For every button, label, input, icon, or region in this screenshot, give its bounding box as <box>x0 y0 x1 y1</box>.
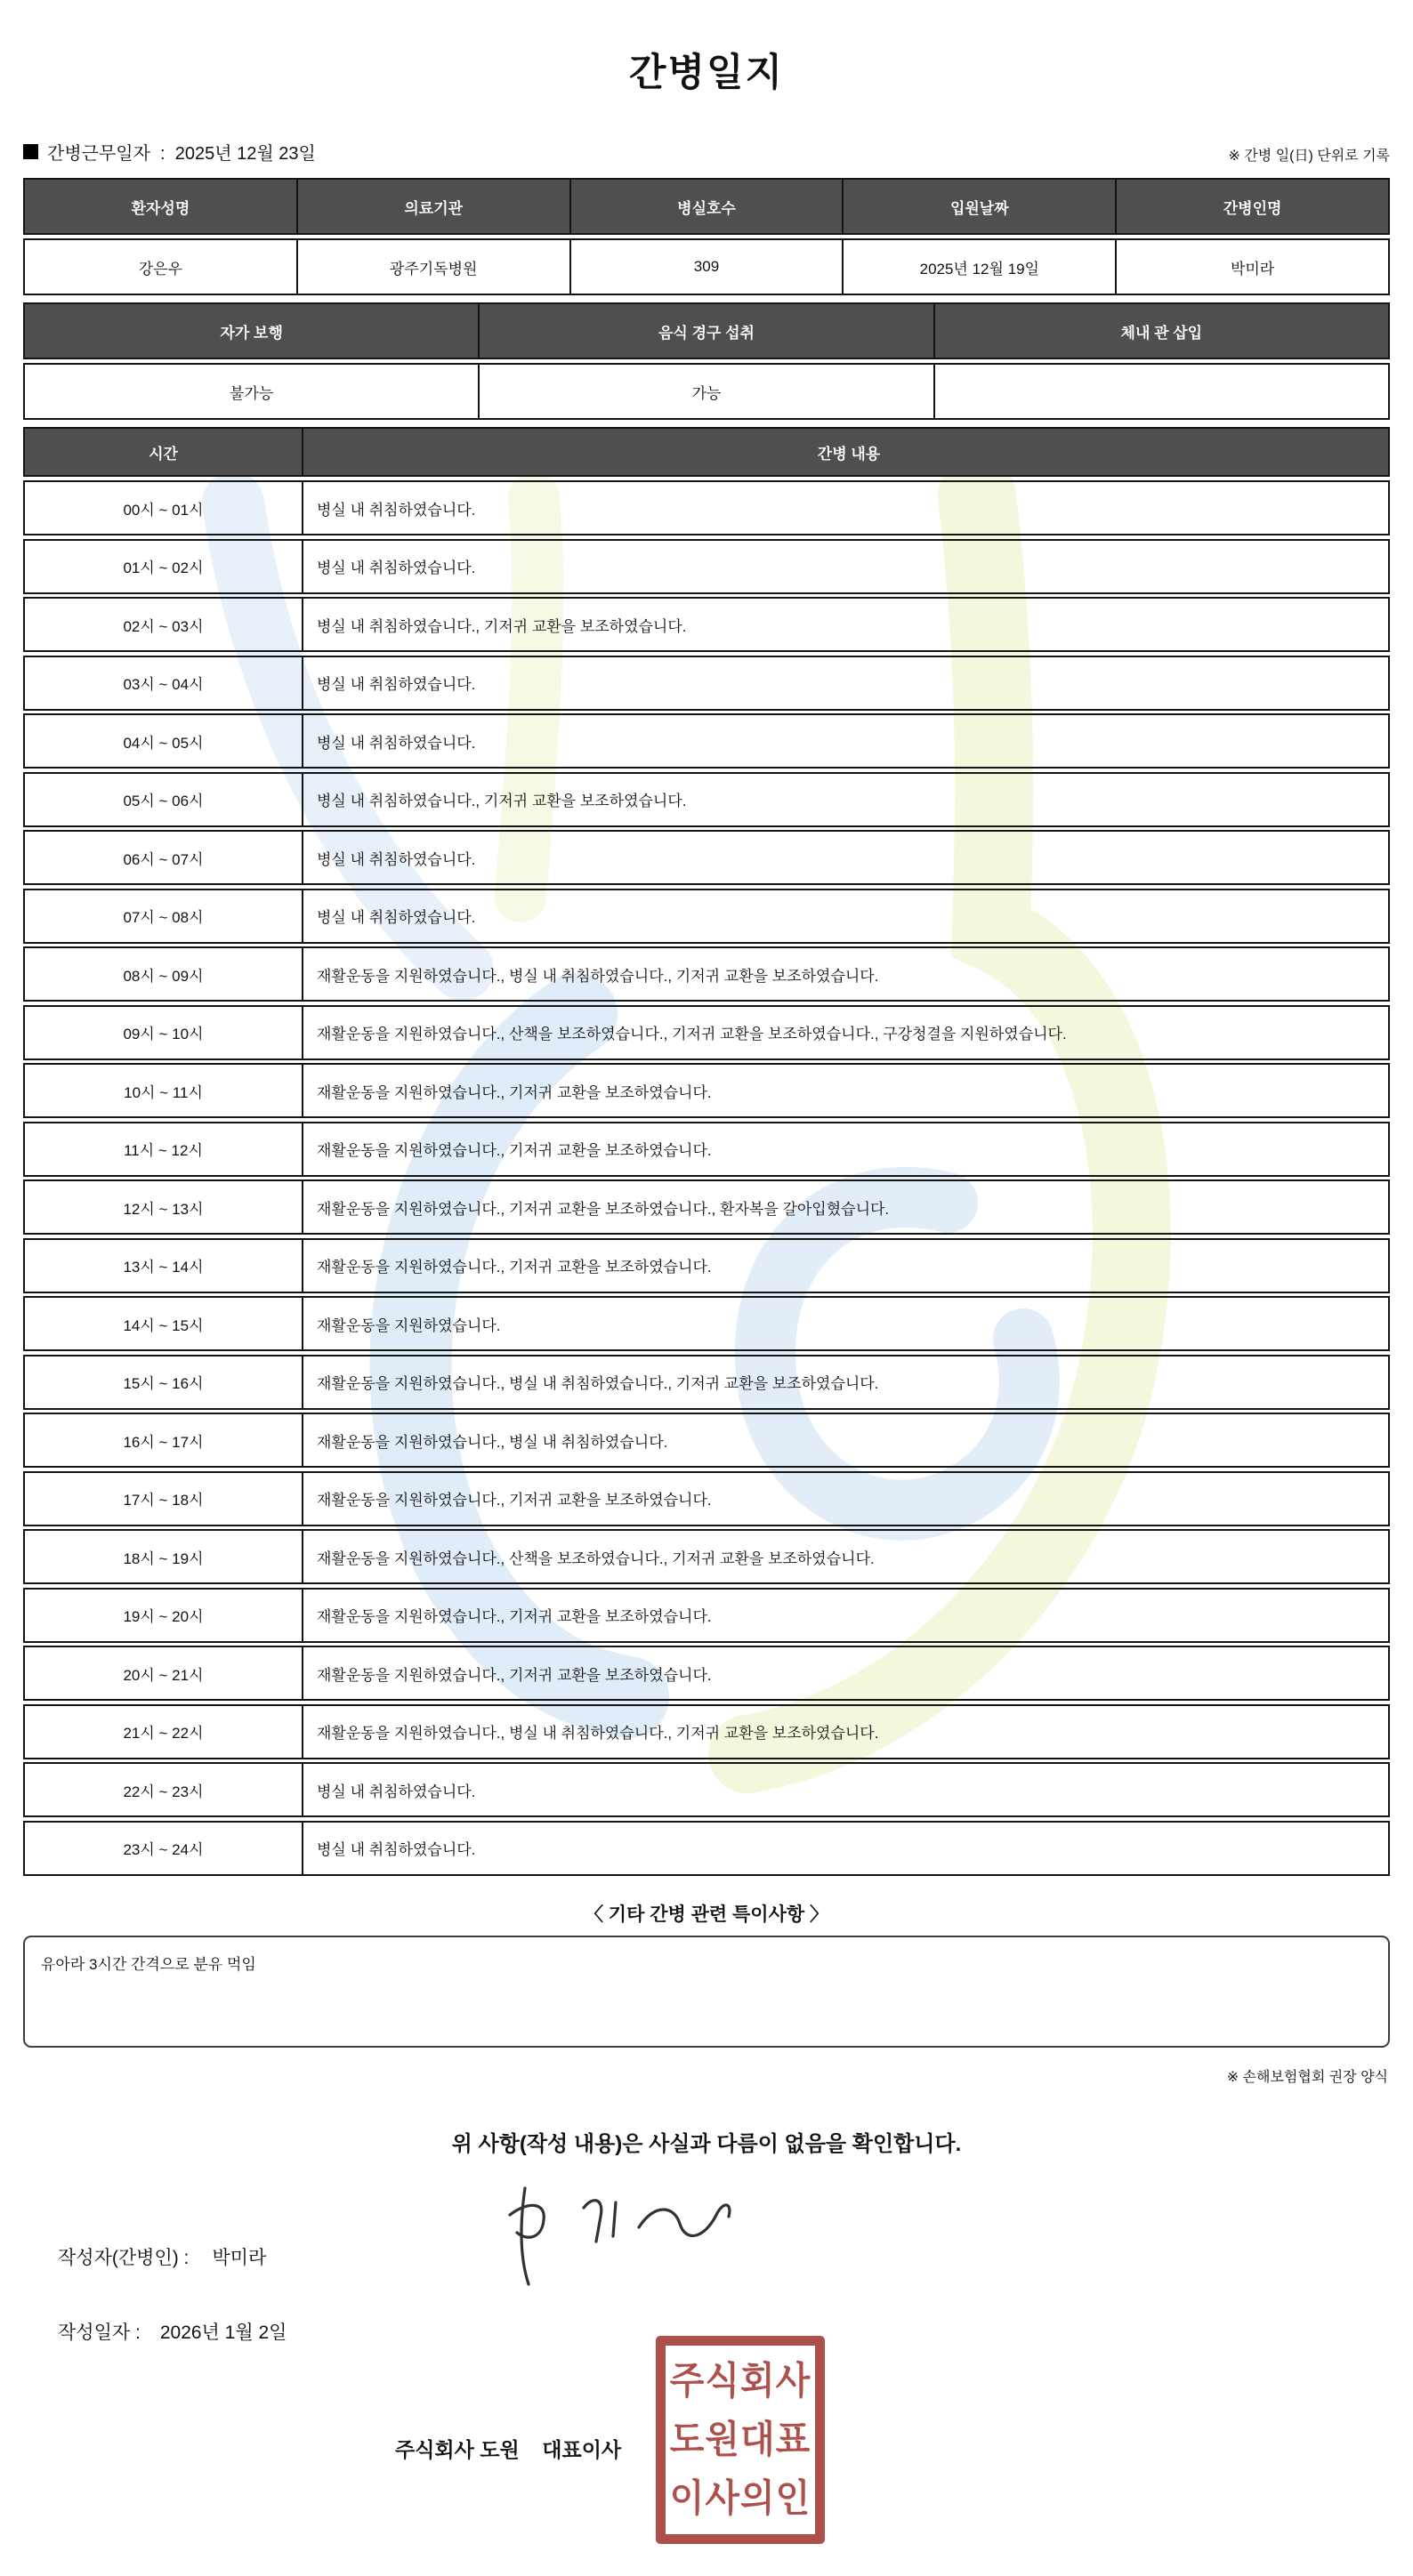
date-label: 작성일자 : <box>58 2322 141 2343</box>
care-log-row <box>23 830 1390 885</box>
col-header-time: 시간 <box>149 445 178 463</box>
care-log-row <box>23 1063 1390 1118</box>
care-time: 23시 ~ 24시 <box>123 1841 204 1858</box>
care-log-table <box>23 427 1390 1879</box>
patient-name: 강은우 <box>138 260 183 278</box>
care-log-row <box>23 1821 1390 1876</box>
col-header-admission-date: 입원날짜 <box>842 180 1115 233</box>
writer-label: 작성자(간병인) : <box>58 2248 190 2268</box>
tube-insert-value <box>933 365 1388 418</box>
care-time: 15시 ~ 16시 <box>123 1375 204 1392</box>
handwritten-signature <box>498 2174 783 2298</box>
room-number: 309 <box>569 240 843 294</box>
care-time: 11시 ~ 12시 <box>124 1142 203 1159</box>
date-value: 2026년 1월 2일 <box>159 2322 287 2343</box>
col-header-patient-name: 환자성명 <box>131 199 190 217</box>
care-time: 05시 ~ 06시 <box>123 793 204 809</box>
care-content: 재활운동을 지원하였습니다., 산책을 보조하였습니다., 기저귀 교환을 보조하였습니다. <box>302 1531 1388 1582</box>
work-date-text: 간병근무일자 : 2025년 12월 23일 <box>47 144 316 164</box>
care-time: 02시 ~ 03시 <box>123 617 204 635</box>
care-time: 22시 ~ 23시 <box>123 1783 204 1800</box>
care-time: 17시 ~ 18시 <box>123 1492 204 1509</box>
care-time: 07시 ~ 08시 <box>123 909 204 926</box>
care-log-row <box>23 480 1390 535</box>
care-content: 병실 내 취침하였습니다. <box>302 715 1388 767</box>
care-log-row <box>23 1122 1390 1177</box>
care-log-row <box>23 1413 1390 1468</box>
care-content: 재활운동을 지원하였습니다., 기저귀 교환을 보조하였습니다. <box>302 1647 1388 1699</box>
stamp-line-1: 주식회사 <box>669 2360 811 2403</box>
caregiver-name: 박미라 <box>1115 240 1388 294</box>
care-content: 병실 내 취침하였습니다. <box>302 1764 1388 1815</box>
status-value-row <box>23 363 1390 420</box>
care-time: 06시 ~ 07시 <box>123 850 204 868</box>
notes-box <box>23 1936 1390 2048</box>
stamp-line-2: 도원대표 <box>669 2419 811 2461</box>
care-content: 재활운동을 지원하였습니다., 기저귀 교환을 보조하였습니다. <box>302 1065 1388 1116</box>
care-time: 01시 ~ 02시 <box>123 559 204 576</box>
writer-line <box>27 2222 266 2291</box>
care-content: 병실 내 취침하였습니다., 기저귀 교환을 보조하였습니다. <box>302 774 1388 825</box>
care-log-row <box>23 1471 1390 1526</box>
care-content: 병실 내 취침하였습니다. <box>302 890 1388 942</box>
patient-info-header-row <box>23 178 1390 235</box>
care-log-row <box>23 656 1390 711</box>
care-content: 재활운동을 지원하였습니다., 기저귀 교환을 보조하였습니다. <box>302 1123 1388 1175</box>
care-time: 09시 ~ 10시 <box>123 1026 204 1042</box>
care-log-row <box>23 1355 1390 1410</box>
care-content: 병실 내 취침하였습니다. <box>302 657 1388 709</box>
patient-info-value-row <box>23 238 1390 295</box>
care-content: 병실 내 취침하였습니다. <box>302 541 1388 592</box>
care-time: 20시 ~ 21시 <box>123 1666 204 1684</box>
care-content: 재활운동을 지원하였습니다., 기저귀 교환을 보조하였습니다. <box>302 1473 1388 1525</box>
care-content: 재활운동을 지원하였습니다., 기저귀 교환을 보조하였습니다. <box>302 1590 1388 1641</box>
care-content: 재활운동을 지원하였습니다., 산책을 보조하였습니다., 기저귀 교환을 보조하였습니다., 구강청결을 지원하였습니다. <box>302 1007 1388 1059</box>
care-log-row <box>23 713 1390 769</box>
care-log-rows <box>23 480 1390 1876</box>
unit-note: ※ 간병 일(日) 단위로 기록 <box>1228 149 1390 164</box>
care-content: 재활운동을 지원하였습니다., 병실 내 취침하였습니다., 기저귀 교환을 보조하였습니다. <box>302 1356 1388 1408</box>
care-log-row <box>23 1704 1390 1759</box>
care-time: 21시 ~ 22시 <box>123 1725 204 1742</box>
col-header-room-number: 병실호수 <box>569 180 843 233</box>
oral-intake-value: 가능 <box>478 365 933 418</box>
care-content: 병실 내 취침하였습니다. <box>302 832 1388 883</box>
writer-name: 박미라 <box>212 2248 267 2268</box>
care-log-header-row <box>23 427 1390 477</box>
care-time: 08시 ~ 09시 <box>123 967 204 985</box>
self-walking-value: 불가능 <box>230 384 274 402</box>
col-header-self-walking: 자가 보행 <box>220 324 283 342</box>
care-log-row <box>23 889 1390 944</box>
care-content: 재활운동을 지원하였습니다., 기저귀 교환을 보조하였습니다., 환자복을 갈아입혔습니다. <box>302 1181 1388 1233</box>
care-log-row <box>23 539 1390 594</box>
care-content: 재활운동을 지원하였습니다., 병실 내 취침하였습니다., 기저귀 교환을 보조하였습니다. <box>302 1706 1388 1758</box>
care-log-row <box>23 1646 1390 1701</box>
medical-org: 광주기독병원 <box>296 240 569 294</box>
care-log-row <box>23 1238 1390 1293</box>
col-header-medical-org: 의료기관 <box>296 180 569 233</box>
admission-date: 2025년 12월 19일 <box>842 240 1115 294</box>
care-content: 병실 내 취침하였습니다., 기저귀 교환을 보조하였습니다. <box>302 599 1388 650</box>
care-content: 재활운동을 지원하였습니다., 병실 내 취침하였습니다., 기저귀 교환을 보조하였습니다. <box>302 948 1388 1000</box>
care-time: 18시 ~ 19시 <box>123 1550 204 1567</box>
care-time: 19시 ~ 20시 <box>123 1608 204 1625</box>
care-content: 재활운동을 지원하였습니다. <box>302 1298 1388 1349</box>
care-time: 16시 ~ 17시 <box>123 1433 204 1451</box>
status-table <box>23 302 1390 423</box>
notes-title: 〈 기타 간병 관련 특이사항 〉 <box>584 1904 829 1925</box>
care-log-row <box>23 946 1390 1002</box>
care-log-row <box>23 1179 1390 1235</box>
work-date-line <box>23 139 316 165</box>
care-log-row <box>23 597 1390 652</box>
care-time: 14시 ~ 15시 <box>123 1316 204 1334</box>
care-time: 12시 ~ 13시 <box>123 1200 204 1218</box>
page-title: 간병일지 <box>628 52 785 94</box>
corporate-seal-stamp <box>656 2336 825 2544</box>
care-content: 재활운동을 지원하였습니다., 기저귀 교환을 보조하였습니다. <box>302 1240 1388 1292</box>
notes-content: 유아라 3시간 간격으로 분유 먹임 <box>41 1956 256 1973</box>
care-log-row <box>23 1762 1390 1817</box>
date-line <box>27 2297 287 2366</box>
col-header-caregiver-name: 간병인명 <box>1115 180 1388 233</box>
care-content: 병실 내 취침하였습니다. <box>302 1823 1388 1874</box>
patient-info-table <box>23 178 1390 299</box>
care-log-row <box>23 1005 1390 1060</box>
square-bullet-icon <box>23 144 38 159</box>
care-content: 재활운동을 지원하였습니다., 병실 내 취침하였습니다. <box>302 1414 1388 1466</box>
col-header-tube-insert: 체내 관 삽입 <box>933 304 1388 358</box>
care-time: 03시 ~ 04시 <box>123 676 204 693</box>
company-line: 주식회사 도원 대표이사 <box>395 2438 622 2461</box>
care-time: 10시 ~ 11시 <box>124 1083 203 1101</box>
care-log-row <box>23 1296 1390 1351</box>
meta-row <box>23 139 1390 165</box>
status-header-row <box>23 302 1390 359</box>
care-time: 13시 ~ 14시 <box>123 1259 204 1276</box>
care-log-row <box>23 1529 1390 1584</box>
confirmation-statement: 위 사항(작성 내용)은 사실과 다름이 없음을 확인합니다. <box>451 2132 962 2156</box>
care-content: 병실 내 취침하였습니다. <box>302 482 1388 534</box>
stamp-line-3: 이사의인 <box>669 2477 811 2520</box>
care-log-row <box>23 1588 1390 1643</box>
care-log-row <box>23 772 1390 827</box>
col-header-oral-intake: 음식 경구 섭취 <box>478 304 933 358</box>
care-time: 04시 ~ 05시 <box>123 734 204 752</box>
col-header-care-content: 간병 내용 <box>302 429 1388 475</box>
care-time: 00시 ~ 01시 <box>123 501 204 519</box>
form-note: ※ 손해보험협회 권장 양식 <box>1226 2070 1388 2085</box>
